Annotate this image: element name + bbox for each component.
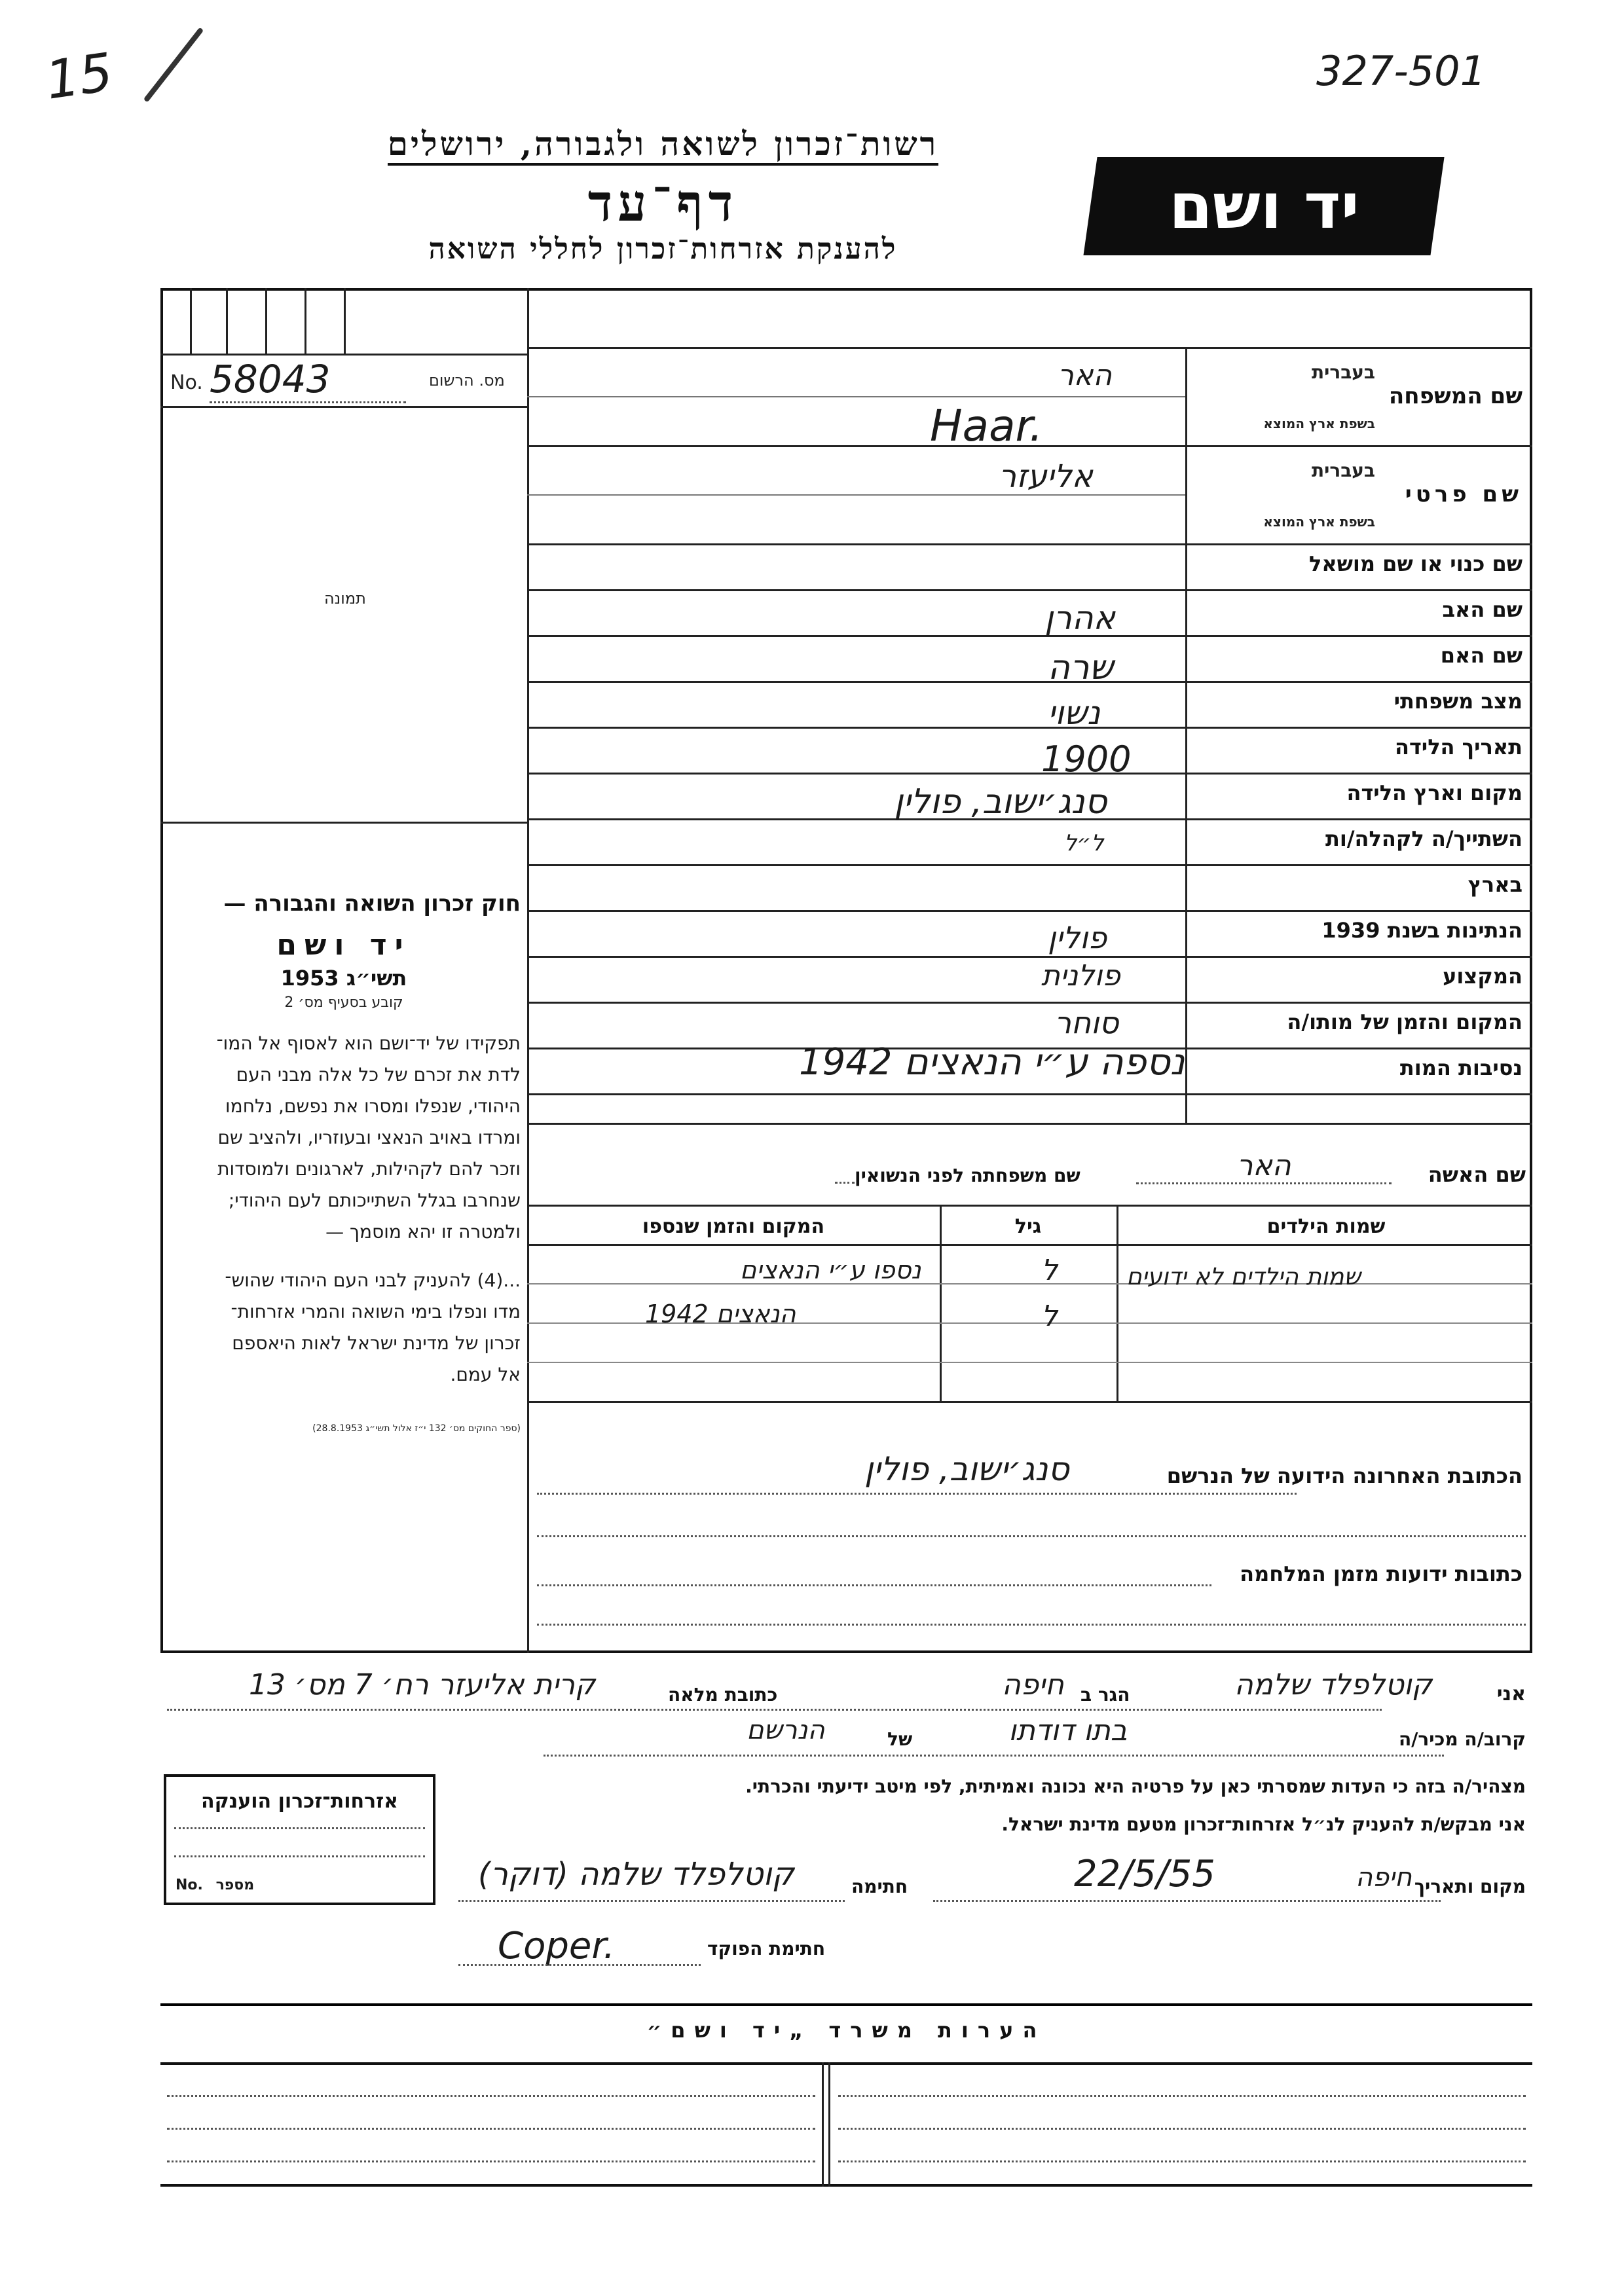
authority-header — [298, 124, 1028, 163]
marital-status-label: מצב משפחתי — [1393, 689, 1522, 714]
remarks-box — [160, 2062, 1532, 2187]
declaration-line-2: אני מבקש/ת להעניק לנ״ל אזרחות־זכרון מטעם מדינת ישראל. — [1001, 1813, 1526, 1835]
child-place-2: 1942 הנאצים — [645, 1300, 796, 1328]
family-name-label: שם המשפחה — [1388, 383, 1522, 409]
officer-signature-line — [458, 1964, 701, 1966]
corner-mark: 15 — [42, 41, 117, 111]
father-label: שם האב — [1442, 597, 1522, 622]
law-line: לדת את זכרם של כל אלה מבני העם — [236, 1064, 521, 1085]
of-label: של — [887, 1728, 913, 1750]
wife-maiden-label: שם משפחתה לפני הנשואין — [855, 1165, 1080, 1186]
child-age-1: ל — [1041, 1254, 1058, 1287]
law-paragraph-2 — [167, 1265, 521, 1391]
law-line: וזכר להם לקהילות, לארגונים ולמוסדות — [217, 1158, 521, 1180]
law-title: חוק זכרון השואה והגבורה — — [223, 890, 521, 917]
law-year: תשי״ג 1953 — [280, 966, 407, 991]
law-line: תפקידו של יד־ושם הוא לאסוף אל המו־ — [216, 1032, 521, 1054]
family-name-hebrew-value: האר — [1058, 359, 1112, 392]
wartime-address-line — [537, 1584, 1211, 1586]
law-text — [167, 890, 521, 1434]
birth-date-label: תאריך הלידה — [1394, 735, 1522, 759]
family-name-origin-label: בשפת ארץ המוצא — [1263, 416, 1375, 431]
child-place-1: נספו ע״י הנאצים — [740, 1256, 921, 1285]
first-name-hebrew-label: בעברית — [1311, 460, 1375, 481]
family-name-hebrew-label: בעברית — [1311, 361, 1375, 383]
signature-line — [458, 1900, 845, 1902]
children-names-value: שמות הילדים לא ידועים — [1126, 1264, 1361, 1290]
community-value: ל״ל — [1064, 830, 1104, 856]
profession-label: המקצוע — [1443, 964, 1522, 989]
signature-label: חתימה — [851, 1876, 908, 1897]
address-line-2 — [537, 1535, 1526, 1537]
form-title: דף־עד — [587, 173, 739, 233]
stamp-title: אזרחות־זכרון הוענקה — [200, 1790, 399, 1813]
officer-signature-label: חתימת הפוקד — [707, 1938, 826, 1959]
declarant-city: חיפה — [1002, 1668, 1064, 1702]
mother-value: שרה — [1048, 648, 1114, 687]
wife-value: האר — [1136, 1149, 1392, 1184]
law-footnote: (ספר החוקים מס׳ 132 י״ז אלול תשי״ג 28.8.1953) — [312, 1423, 521, 1434]
address-line-3 — [537, 1624, 1526, 1626]
registration-label-en: No. — [170, 371, 203, 394]
nickname-label: שם כנוי או שם מושאל — [1308, 551, 1522, 576]
law-line: זכרון של מדינת ישראל לאות היאספם — [232, 1332, 521, 1354]
children-age-header: גיל — [1014, 1215, 1042, 1238]
registration-row — [170, 357, 524, 403]
place-date-line — [933, 1900, 1441, 1902]
logo-text: יד ושם — [1168, 170, 1359, 243]
wife-row — [534, 1149, 1526, 1195]
law-line: שנחרבו בגלל השתייכותם לעם היהודי; — [228, 1190, 521, 1211]
birth-date-value: 1900 — [1041, 738, 1132, 780]
place-date-label: מקום ותאריך — [1414, 1876, 1526, 1897]
declarant-name: קוטלפלד שלמה — [1234, 1668, 1433, 1702]
marital-status-value: נשוי — [1048, 694, 1101, 732]
wife-maiden-value — [835, 1182, 855, 1184]
law-paragraph-1 — [167, 1028, 521, 1248]
full-address-label: כתובת מלאה — [668, 1684, 778, 1705]
death-place-time-label: המקום והזמן של מותו/ה — [1287, 1010, 1522, 1034]
citizenship-label: הנתינות בשנת 1939 — [1321, 918, 1522, 943]
of-value: הנרשם — [747, 1715, 825, 1745]
birth-place-value: סנג׳ישוב, פולין — [894, 782, 1107, 822]
stamp-number-label-en: No. — [175, 1877, 203, 1893]
stamp-number-label-he: מספר — [215, 1877, 255, 1893]
corner-pen-stroke — [143, 27, 204, 102]
birth-place-label: מקום וארץ הלידה — [1346, 780, 1522, 805]
relation-line — [544, 1755, 1444, 1757]
family-name-origin-value: Haar. — [930, 401, 1043, 451]
first-name-origin-label: בשפת ארץ המוצא — [1263, 514, 1375, 530]
declarant-address-line — [167, 1709, 1382, 1711]
community-label: השתייך/ה לקהלה/ות — [1325, 826, 1522, 851]
yad-vashem-logo — [1083, 157, 1444, 255]
officer-signature: Coper. — [498, 1925, 616, 1967]
last-address-value: סנג׳ישוב, פולין — [864, 1450, 1069, 1488]
death-place-time-value: נספה ע״י הנאצים 1942 — [799, 1041, 1185, 1084]
child-age-2: ל — [1041, 1300, 1058, 1333]
first-name-label: שם פרטי — [1405, 481, 1522, 507]
profession-value: סוחר — [1054, 1005, 1119, 1040]
law-line: ולמטרה זו יהא מוסמך — — [325, 1221, 521, 1243]
law-line: אל עמם. — [450, 1364, 521, 1385]
authority-name: רשות־זכרון לשואה ולגבורה, ירושלים — [388, 124, 938, 166]
law-line: ומרדו באויב הנאצי ובעוזריו, ולהציב שם — [217, 1127, 521, 1148]
law-line: ...(4) להעניק לבני העם היהודי שהוש־ — [225, 1269, 521, 1291]
relation-value: בתו דודתו — [1008, 1714, 1128, 1747]
last-address-label: הכתובת האחרונה הידועה של הנרשם — [1166, 1463, 1522, 1488]
citizenship-value: פולנית — [1041, 959, 1120, 993]
signing-place: חיפה — [1356, 1863, 1412, 1893]
declarant-i-label: אני — [1496, 1683, 1526, 1705]
declaration-line-1: מצהיר/ה בזה כי העדות שמסרתי כאן על פרטיה היא נכונה ואמיתית, לפי מיטב ידיעתי והכרתי. — [745, 1776, 1526, 1797]
photo-label: תמונה — [324, 589, 366, 608]
declarant-signature: קוטלפלד שלמה (דוקר) — [478, 1856, 794, 1893]
children-names-header: שמות הילדים — [1266, 1215, 1386, 1238]
law-line: היהודי, שנפלו ומסרו את נפשם, נלחמו — [225, 1095, 521, 1117]
remarks-title: הערות משרד „יד ושם״ — [646, 2018, 1046, 2043]
registration-number: 58043 — [210, 357, 406, 403]
declarant-address: קרית אליעזר רח׳ 7 מס׳ 13 — [249, 1668, 596, 1702]
law-line: מדו ונפלו בימי השואה והמרי אזרחות־ — [231, 1301, 521, 1322]
wife-label: שם האשה — [1428, 1162, 1526, 1187]
registration-label-he: מס. הרשום — [429, 371, 505, 390]
father-value: אהרן — [1044, 599, 1115, 637]
citizenship-stamp-box — [164, 1774, 435, 1905]
country-value: פולין — [1048, 920, 1107, 955]
law-clause: קובע בסעיף מס׳ 2 — [284, 994, 403, 1011]
country-label: בארץ — [1467, 872, 1522, 897]
law-name: יד ושם — [276, 928, 411, 962]
children-place-header: המקום והזמן שנספו — [642, 1215, 825, 1238]
last-address-line — [537, 1493, 1297, 1495]
reference-number: 327-501 — [1316, 47, 1486, 95]
mother-label: שם האם — [1440, 643, 1522, 668]
relation-label: קרוב/ה מכיר/ה — [1398, 1728, 1526, 1750]
wartime-address-label: כתובות ידועות מזמן המלחמה — [1240, 1561, 1522, 1586]
form-subtitle: להענקת אזרחות־זכרון לחללי השואה — [428, 232, 898, 266]
signing-date: 22/5/55 — [1074, 1853, 1215, 1895]
first-name-value: אליעזר — [999, 458, 1093, 495]
resides-label: הגר ב — [1080, 1684, 1130, 1705]
death-circumstances-label: נסיבות המות — [1399, 1055, 1522, 1080]
